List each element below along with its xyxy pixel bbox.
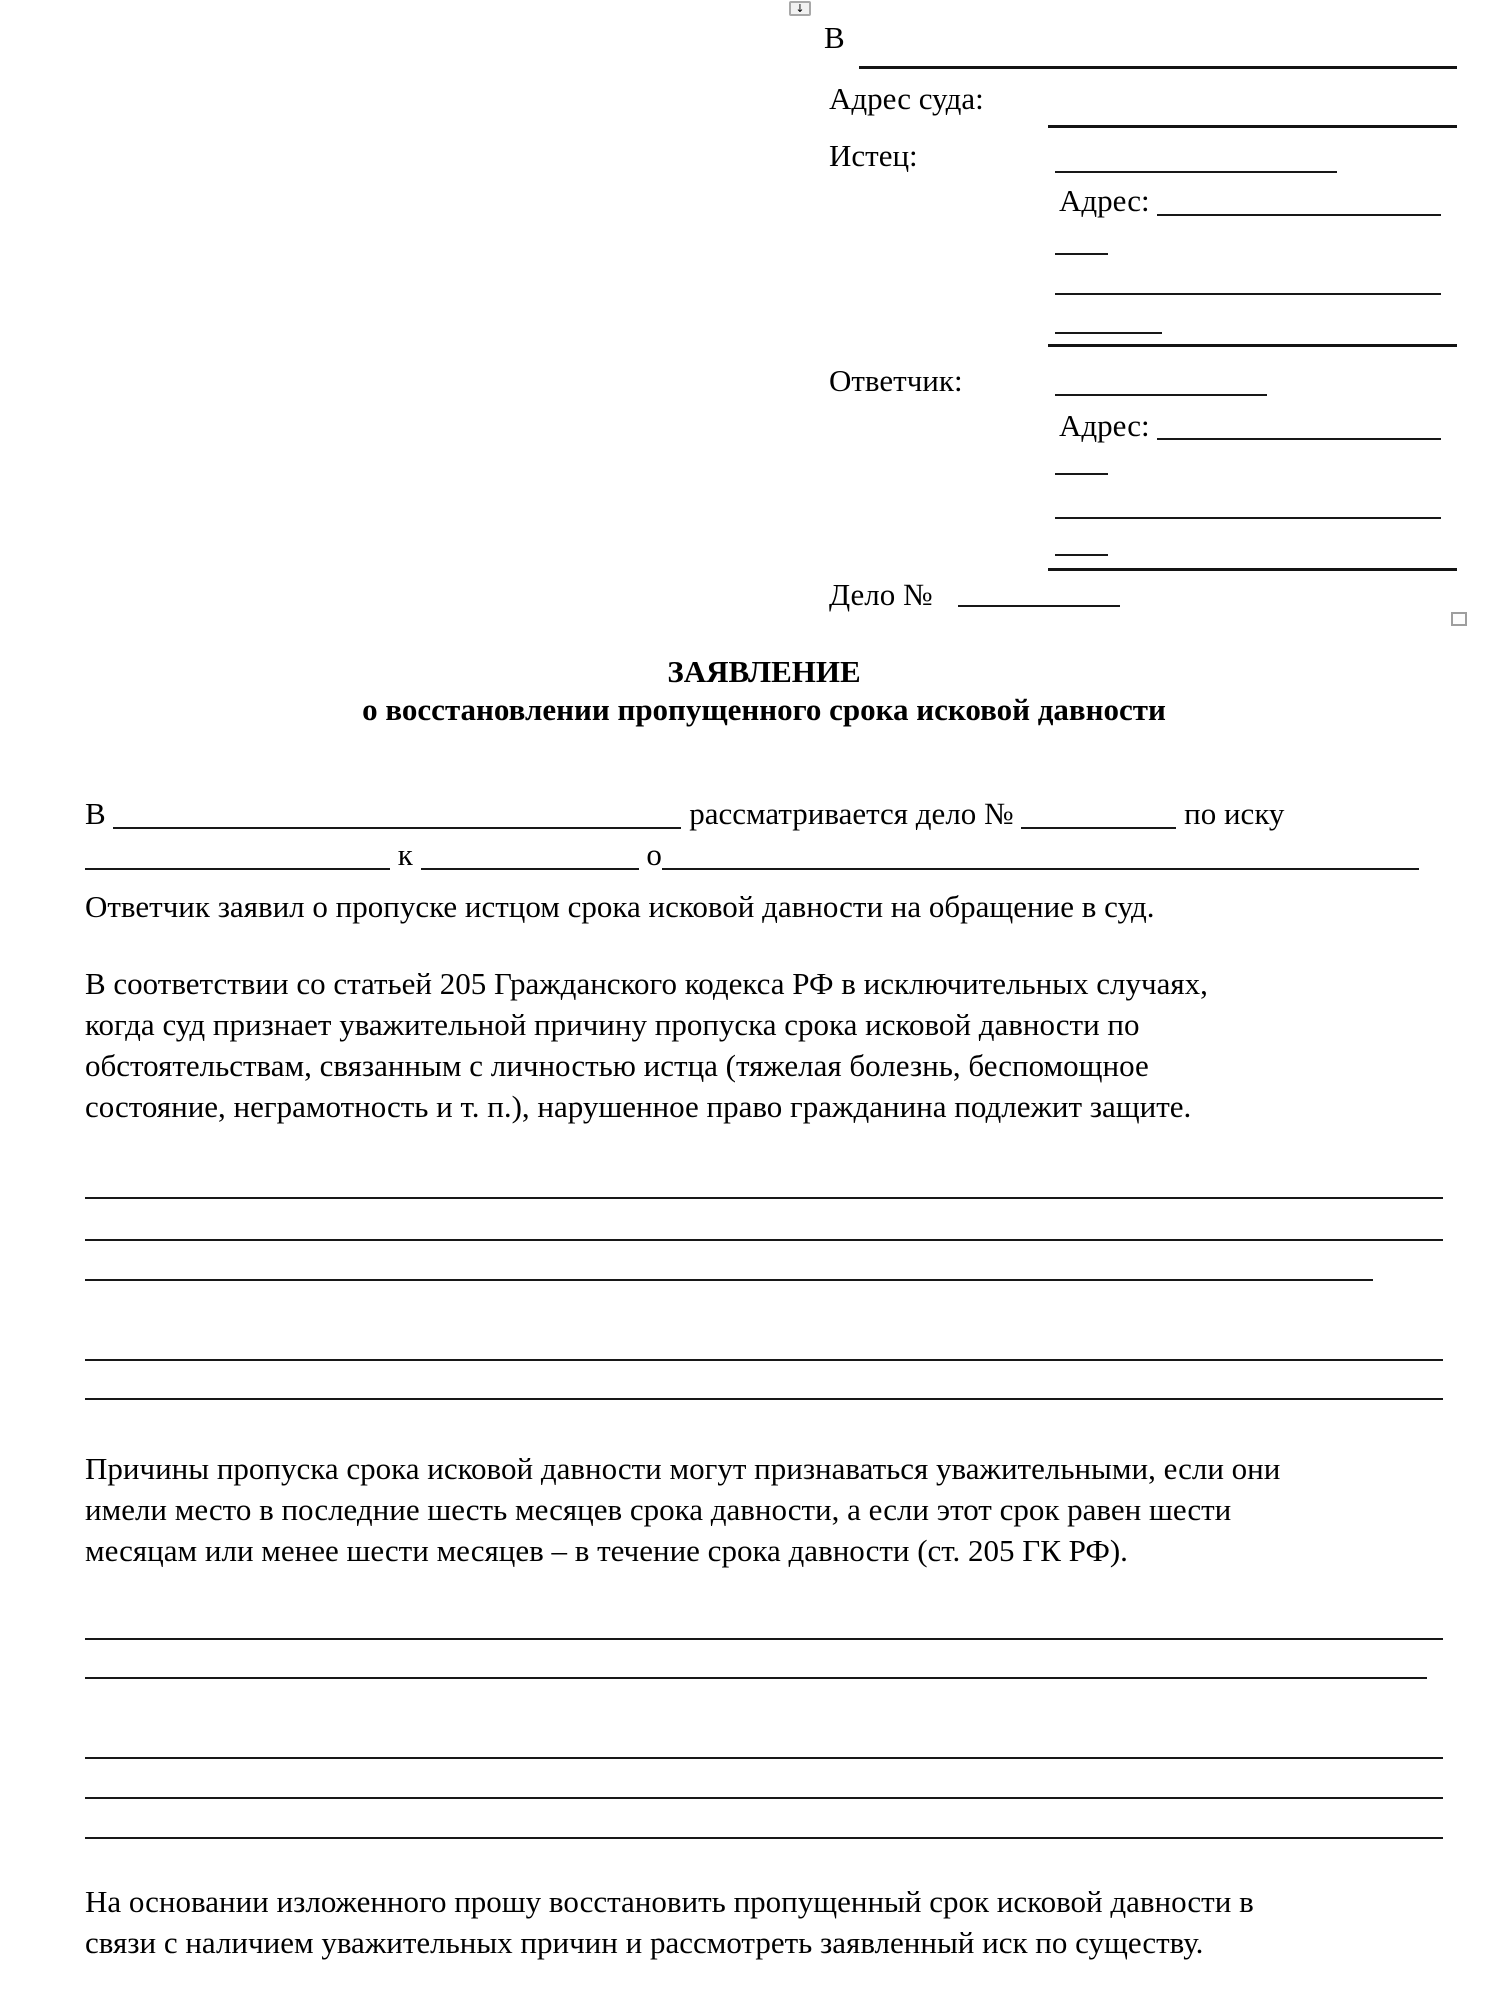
claim-subject-fill-in[interactable] [662, 856, 1419, 870]
paragraph-line: имели место в последние шесть месяцев срока давности, а если этот срок равен шести [85, 1492, 1232, 1527]
case-number-label: Дело № [829, 577, 933, 612]
fill-in-line[interactable] [85, 1359, 1443, 1361]
paragraph-line: На основании изложенного прошу восстановить пропущенный срок исковой давности в [85, 1884, 1254, 1919]
defendant-address-blank-3[interactable] [1055, 517, 1441, 519]
defendant-statement-paragraph [85, 886, 1155, 927]
fill-in-line[interactable] [85, 1197, 1443, 1199]
court-address-blank[interactable] [1048, 125, 1457, 128]
defendant-address-blank-4[interactable] [1055, 554, 1108, 556]
down-arrow-button[interactable] [789, 1, 811, 16]
paragraph-line: Причины пропуска срока исковой давности могут признаваться уважительными, если они [85, 1451, 1281, 1486]
fill-in-line[interactable] [85, 1797, 1443, 1799]
plaintiff-label: Истец: [829, 138, 918, 173]
reasons-paragraph [85, 1448, 1280, 1571]
down-arrow-icon: ↓ [795, 2, 805, 15]
request-paragraph [85, 1881, 1254, 1963]
defendant-address-blank[interactable] [1157, 438, 1441, 440]
plaintiff-address-blank-4[interactable] [1055, 332, 1162, 334]
court-name-blank[interactable] [859, 66, 1457, 69]
fill-in-line[interactable] [85, 1837, 1443, 1839]
paragraph-line: когда суд признает уважительной причину пропуска срока исковой давности по [85, 1007, 1140, 1042]
defendant-fill-in[interactable] [421, 856, 639, 870]
paragraph-line: связи с наличием уважительных причин и рассмотреть заявленный иск по существу. [85, 1925, 1204, 1960]
defendant-block-divider [1048, 568, 1457, 571]
paragraph-line: обстоятельствам, связанным с личностью истца (тяжелая болезнь, беспомощное [85, 1048, 1149, 1083]
paragraph-line: В соответствии со статьей 205 Гражданского кодекса РФ в исключительных случаях, [85, 966, 1208, 1001]
fill-in-line[interactable] [85, 1239, 1443, 1241]
application-subtitle: о восстановлении пропущенного срока исковой давности [362, 692, 1166, 727]
empty-square-handle[interactable] [1451, 612, 1467, 626]
plaintiff-name-blank[interactable] [1055, 171, 1337, 173]
intro-suffix: по иску [1184, 796, 1285, 831]
fill-in-line[interactable] [85, 1398, 1443, 1400]
court-name-fill-in[interactable] [113, 815, 681, 829]
fill-in-line[interactable] [85, 1757, 1443, 1759]
plaintiff-address-blank-2[interactable] [1055, 253, 1108, 255]
court-address-label: Адрес суда: [829, 81, 984, 116]
fill-in-line[interactable] [85, 1279, 1373, 1281]
paragraph-line: Ответчик заявил о пропуске истцом срока исковой давности на обращение в суд. [85, 889, 1155, 924]
intro-prefix: В [85, 796, 106, 831]
plaintiff-address-blank-3[interactable] [1055, 293, 1441, 295]
case-number-blank[interactable] [958, 605, 1120, 607]
defendant-address-blank-2[interactable] [1055, 473, 1108, 475]
defendant-name-blank[interactable] [1055, 394, 1267, 396]
intro-k: к [397, 837, 413, 872]
plaintiff-address-blank[interactable] [1157, 214, 1441, 216]
case-number-fill-in[interactable] [1021, 815, 1176, 829]
application-title: ЗАЯВЛЕНИЕ [667, 654, 861, 689]
court-prefix-label: В [824, 20, 845, 55]
fill-in-line[interactable] [85, 1638, 1443, 1640]
intro-mid: рассматривается дело № [689, 796, 1014, 831]
defendant-address-label: Адрес: [1059, 408, 1150, 443]
paragraph-line: месяцам или менее шести месяцев – в течение срока давности (ст. 205 ГК РФ). [85, 1533, 1128, 1568]
paragraph-line: состояние, неграмотность и т. п.), нарушенное право гражданина подлежит защите. [85, 1089, 1192, 1124]
intro-o: о [646, 837, 662, 872]
law-reference-paragraph [85, 963, 1208, 1127]
defendant-label: Ответчик: [829, 363, 963, 398]
case-intro-line-2 [85, 834, 1419, 875]
plaintiff-address-label: Адрес: [1059, 183, 1150, 218]
case-intro-line-1 [85, 793, 1419, 834]
fill-in-line[interactable] [85, 1677, 1427, 1679]
case-intro-paragraph [85, 793, 1419, 875]
plaintiff-block-divider [1048, 344, 1457, 347]
plaintiff-fill-in[interactable] [85, 856, 390, 870]
